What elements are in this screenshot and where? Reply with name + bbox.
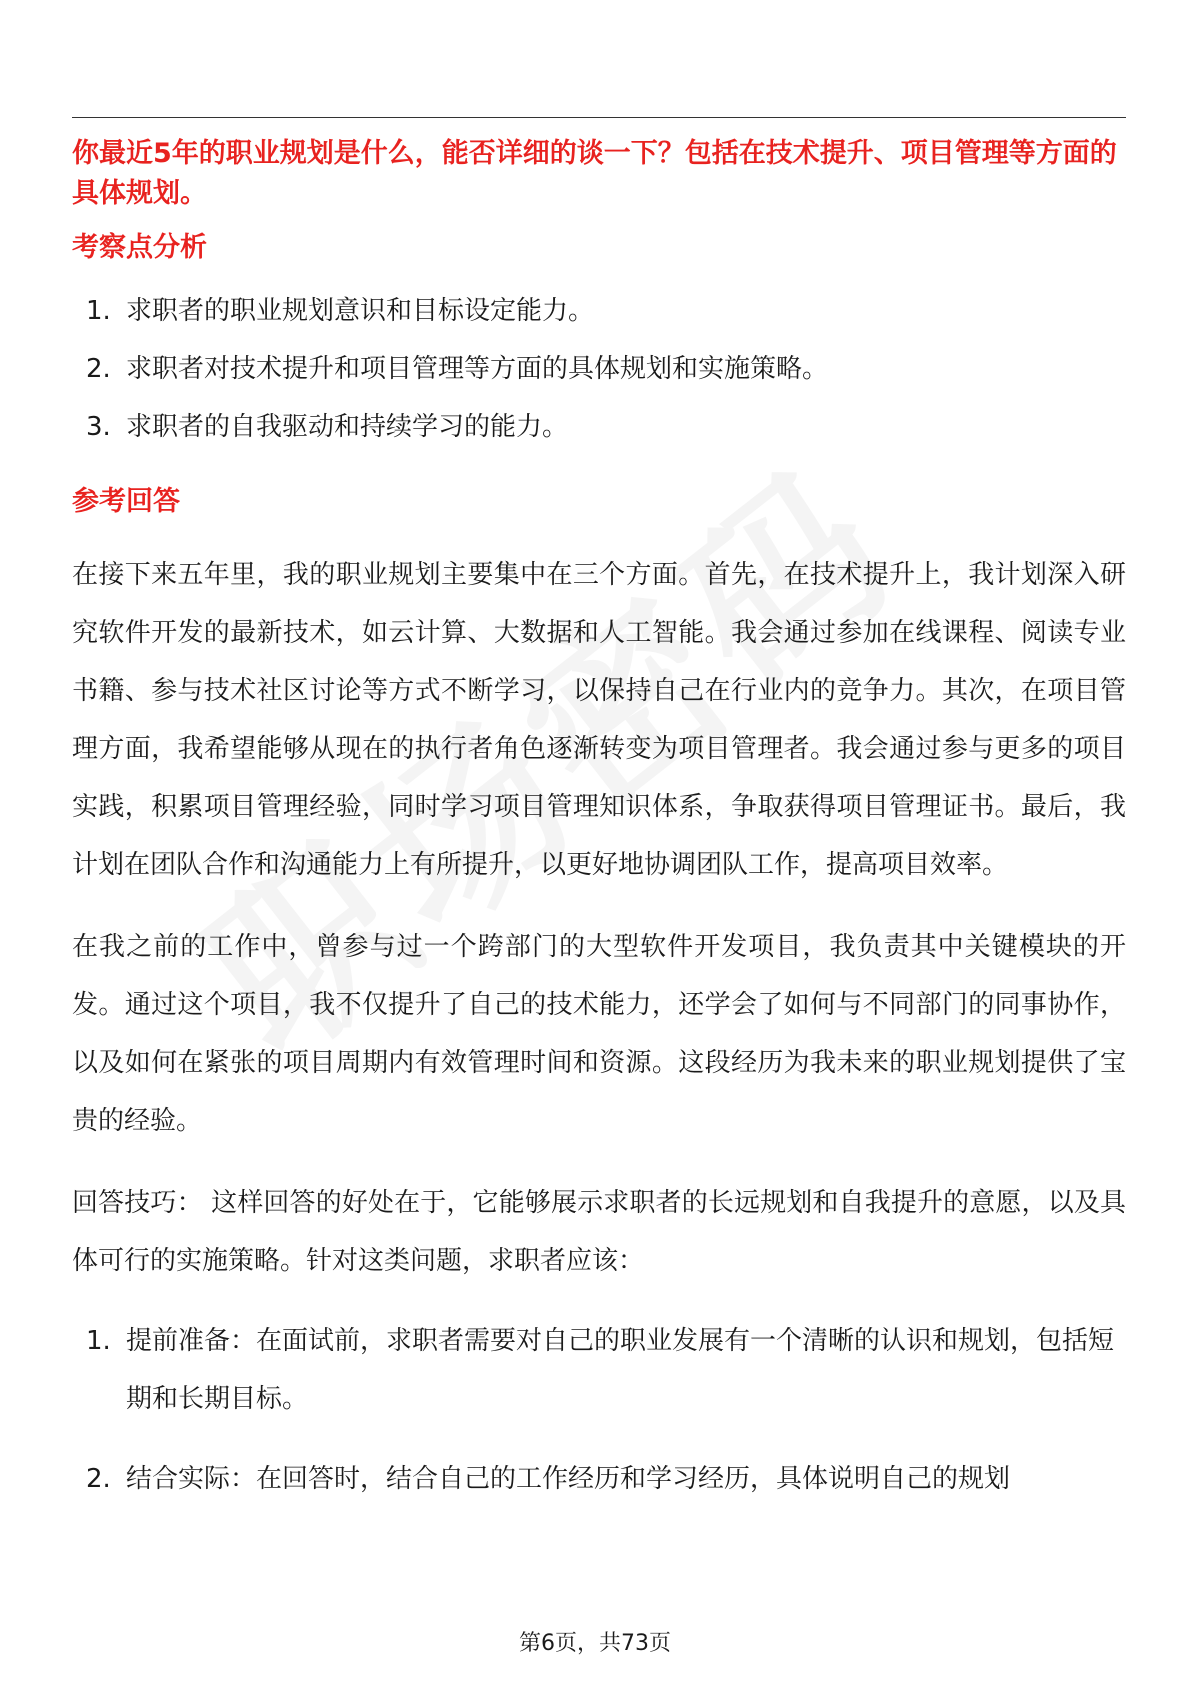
answer-paragraph: 在我之前的工作中，曾参与过一个跨部门的大型软件开发项目，我负责其中关键模块的开发。通过这个项目，我不仅提升了自己的技术能力，还学会了如何与不同部门的同事协作，以及如何在紧张的项目周期内有效管理时间和资源。这段经历为我未来的职业规划提供了宝贵的经验。: [72, 932, 1126, 1136]
question-heading: 你最近5年的职业规划是什么，能否详细的谈一下？包括在技术提升、项目管理等方面的具体规划。: [72, 138, 1117, 209]
list-text: 结合实际：在回答时，结合自己的工作经历和学习经历，具体说明自己的规划: [126, 1464, 1011, 1494]
list-text: 提前准备：在面试前，求职者需要对自己的职业发展有一个清晰的认识和规划，包括短期和长期目标。: [126, 1326, 1115, 1414]
tips-intro: 回答技巧： 这样回答的好处在于，它能够展示求职者的长远规划和自我提升的意愿，以及具体可行的实施策略。针对这类问题，求职者应该：: [72, 1188, 1126, 1276]
list-text: 求职者的职业规划意识和目标设定能力。: [126, 296, 595, 326]
page-content: [72, 134, 1126, 1530]
answer-paragraph: 在接下来五年里，我的职业规划主要集中在三个方面。首先，在技术提升上，我计划深入研究软件开发的最新技术，如云计算、大数据和人工智能。我会通过参加在线课程、阅读专业书籍、参与技术社区讨论等方式不断学习，以保持自己在行业内的竞争力。其次，在项目管理方面，我希望能够从现在的执行者角色逐渐转变为项目管理者。我会通过参与更多的项目实践，积累项目管理经验，同时学习项目管理知识体系，争取获得项目管理证书。最后，我计划在团队合作和沟通能力上有所提升，以更好地协调团队工作，提高项目效率。: [72, 560, 1126, 880]
list-number: 3.: [86, 412, 111, 442]
analysis-list: [72, 282, 1126, 456]
list-item: [72, 1450, 1126, 1508]
list-text: 求职者的自我驱动和持续学习的能力。: [126, 412, 569, 442]
header-rule: [72, 117, 1126, 118]
answer-title: 参考回答: [72, 486, 180, 517]
list-item: [72, 282, 1126, 340]
list-item: [72, 398, 1126, 456]
analysis-title: 考察点分析: [72, 232, 207, 263]
list-text: 求职者对技术提升和项目管理等方面的具体规划和实施策略。: [126, 354, 829, 384]
list-number: 1.: [86, 296, 111, 326]
tips-list: [72, 1312, 1126, 1508]
list-number: 2.: [86, 354, 111, 384]
list-item: [72, 1312, 1126, 1428]
page-footer: 第6页，共73页: [519, 1631, 671, 1656]
list-item: [72, 340, 1126, 398]
list-number: 1.: [86, 1326, 111, 1356]
list-number: 2.: [86, 1464, 111, 1494]
